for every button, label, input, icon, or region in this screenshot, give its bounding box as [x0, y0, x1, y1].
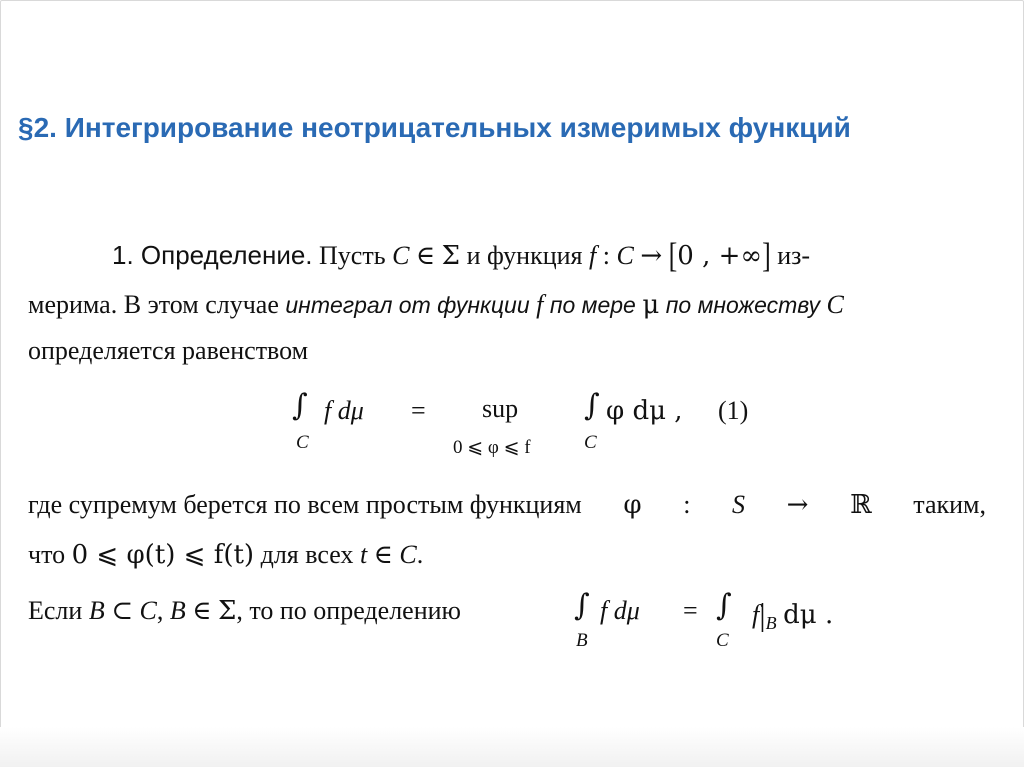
set-B-2: B — [169, 596, 186, 625]
domain-C: C — [616, 241, 634, 270]
integral-sign-rhs: ∫ — [584, 388, 600, 423]
para2-text-d: для всех — [260, 540, 354, 569]
slide-bottom-shade — [0, 727, 1024, 767]
then-text: то по определению — [249, 596, 461, 625]
integral-lower-limit-C: C — [716, 630, 729, 651]
mu-symbol: μ — [642, 290, 660, 320]
sigma-symbol-2: Σ — [217, 596, 237, 626]
set-C-2: C — [826, 290, 844, 319]
sup-operator: sup — [482, 394, 519, 423]
integral-term-c: по множеству — [665, 292, 821, 318]
para3-rhs-dmu: dμ . — [783, 600, 834, 630]
set-C: C — [392, 241, 410, 270]
variable-t: t — [359, 540, 368, 569]
para3-line — [28, 596, 461, 626]
function-f: f — [589, 241, 597, 270]
para2-text-b: таким, — [913, 490, 986, 519]
set-C-4: C — [139, 596, 157, 625]
definition-number-label: 1. Определение. — [112, 240, 313, 270]
definition-intro: Пусть — [319, 241, 386, 270]
element-of-symbol: ∈ — [415, 241, 436, 271]
arrow-symbol: → — [640, 241, 663, 271]
arrow-symbol-2: → — [786, 490, 809, 520]
para2-text-a: где супремум берется по всем простым функциям — [28, 490, 582, 519]
formula1-equals: = — [411, 396, 426, 425]
colon-symbol-2: : — [683, 490, 691, 519]
integral-term-a: интеграл от функции — [285, 292, 530, 318]
set-B: B — [88, 596, 105, 625]
element-of-symbol-2: ∈ — [373, 540, 393, 570]
set-C-3: C — [399, 540, 417, 569]
reals-symbol: ℝ — [850, 490, 872, 520]
formula-number: (1) — [718, 396, 749, 425]
para3-equals: = — [683, 596, 698, 625]
restriction-expression — [752, 596, 833, 634]
para3-lhs: f dμ — [600, 596, 640, 625]
definition-line-3: определяется равенством — [28, 336, 309, 365]
and-function-text: и функция — [466, 241, 583, 270]
comma-1: , — [156, 596, 164, 625]
sigma-symbol: Σ — [441, 241, 461, 271]
sup-condition: 0 ⩽ φ ⩽ f — [453, 437, 531, 458]
integral-term-b: по мере — [549, 292, 636, 318]
restriction-bar: | — [759, 596, 766, 632]
restricted-f: f — [752, 600, 760, 629]
set-S: S — [732, 490, 746, 519]
hyphenated-word-start: из- — [777, 241, 811, 270]
integral-sign-C: ∫ — [716, 588, 732, 623]
phi-symbol: φ — [623, 490, 642, 520]
integral-sign-B: ∫ — [574, 588, 590, 623]
element-of-symbol-3: ∈ — [192, 596, 212, 626]
right-bracket: ] — [762, 235, 771, 275]
function-f-2: f — [536, 290, 544, 319]
if-text: Если — [28, 596, 83, 625]
definition-line-2 — [28, 290, 844, 320]
left-bracket: [ — [668, 235, 678, 275]
formula1-lhs: f dμ — [324, 396, 364, 425]
para2-line-1 — [28, 490, 986, 520]
restriction-subscript-B: B — [765, 613, 777, 633]
definition-line-1 — [112, 235, 811, 275]
integral-lower-limit-B: B — [576, 630, 588, 651]
colon-symbol: : — [602, 241, 610, 270]
line2-text-a: мерима. В этом случае — [28, 290, 279, 319]
inequality: 0 ⩽ φ(t) ⩽ f(t) — [71, 540, 255, 570]
integral-sign-lhs: ∫ — [292, 388, 308, 423]
formula1-rhs: φ dμ , — [606, 396, 683, 426]
para2-text-c: что — [28, 540, 66, 569]
slide-title: §2. Интегрирование неотрицательных измеримых функций — [18, 112, 851, 143]
comma-2: , — [236, 596, 243, 625]
integral-lower-limit-rhs: C — [584, 432, 597, 453]
period: . — [416, 540, 424, 569]
subset-symbol: ⊂ — [111, 596, 133, 626]
para2-line-2 — [28, 540, 423, 570]
interval-content: 0 , +∞ — [677, 241, 763, 271]
integral-lower-limit-lhs: C — [296, 432, 309, 453]
